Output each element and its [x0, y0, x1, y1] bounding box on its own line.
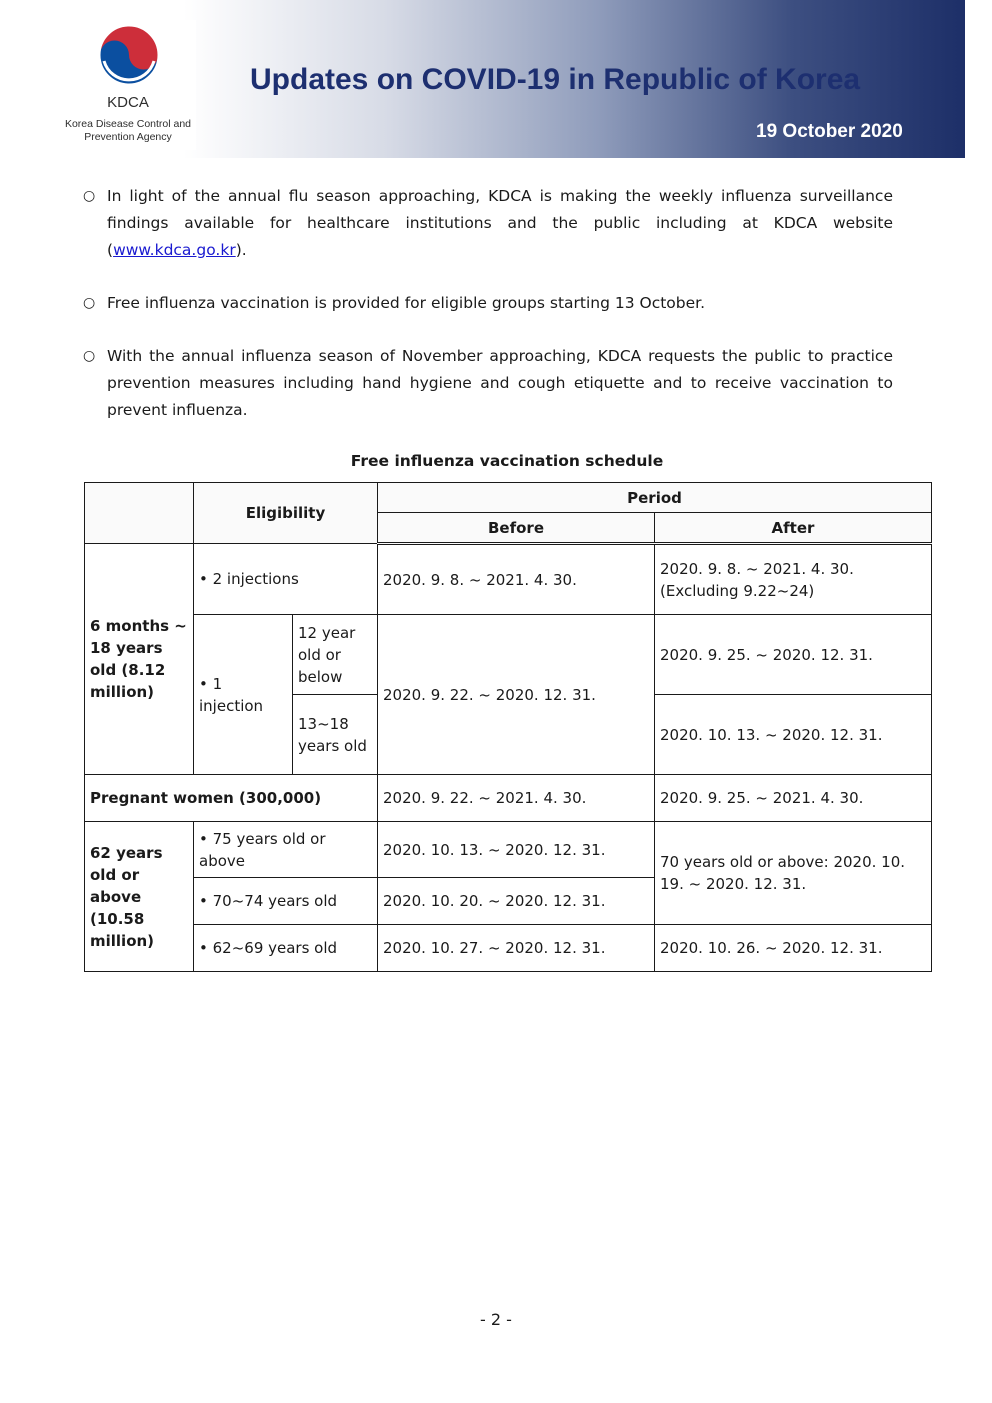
one-injection-before: 2020. 9. 22. ~ 2020. 12. 31.: [378, 615, 655, 775]
two-injections-after: 2020. 9. 8. ~ 2021. 4. 30. (Excluding 9.22~24): [655, 544, 932, 615]
pregnant-after: 2020. 9. 25. ~ 2021. 4. 30.: [655, 775, 932, 822]
bullet-text: [107, 183, 893, 264]
logo-subtitle-line1: Korea Disease Control and: [64, 118, 192, 130]
page-number: - 2 -: [480, 1310, 512, 1329]
header-period: Period: [378, 483, 932, 513]
age-70-74-before: 2020. 10. 20. ~ 2020. 12. 31.: [378, 878, 655, 925]
header-banner: [0, 0, 965, 158]
table-row: [85, 544, 932, 615]
age-13-18: 13~18 years old: [293, 695, 378, 775]
logo-subtitle: [60, 118, 196, 144]
age-70-plus-after: 70 years old or above: 2020. 10. 19. ~ 2020. 12. 31.: [655, 822, 932, 925]
header-cell-empty: [85, 483, 194, 544]
group-children: 6 months ~ 18 years old (8.12 million): [85, 544, 194, 775]
header-after: After: [655, 513, 932, 544]
bullet-text-part: In light of the annual flu season approaching, KDCA is making the weekly influenza surveillance findings available for healthcare institutions and the public including at KDCA website (: [107, 187, 893, 259]
header-eligibility: Eligibility: [194, 483, 378, 544]
vaccination-schedule-table: [84, 482, 932, 972]
age-75-before: 2020. 10. 13. ~ 2020. 12. 31.: [378, 822, 655, 878]
group-elderly: 62 years old or above (10.58 million): [85, 822, 194, 972]
after-12-below: 2020. 9. 25. ~ 2020. 12. 31.: [655, 615, 932, 695]
two-injections-before: 2020. 9. 8. ~ 2021. 4. 30.: [378, 544, 655, 615]
bullet-text: Free influenza vaccination is provided for eligible groups starting 13 October.: [107, 294, 706, 312]
bullet-text-part: ).: [235, 241, 247, 259]
header-before: Before: [378, 513, 655, 544]
report-date: 19 October 2020: [756, 121, 903, 142]
page-title: Updates on COVID-19 in Republic of Korea: [250, 63, 861, 96]
table-row: [85, 615, 932, 695]
circle-bullet-icon: ○: [83, 188, 96, 204]
table-row: [85, 775, 932, 822]
circle-bullet-icon: ○: [83, 295, 96, 311]
group-pregnant: Pregnant women (300,000): [85, 775, 378, 822]
table-row: [85, 925, 932, 972]
taegeuk-emblem-icon: [98, 24, 160, 86]
kdca-logo: [60, 20, 196, 150]
table-row: [85, 822, 932, 878]
pregnant-before: 2020. 9. 22. ~ 2021. 4. 30.: [378, 775, 655, 822]
kdca-website-link[interactable]: www.kdca.go.kr: [113, 241, 236, 259]
age-62-69-label: • 62~69 years old: [194, 925, 378, 972]
age-12-below: 12 year old or below: [293, 615, 378, 695]
after-13-18: 2020. 10. 13. ~ 2020. 12. 31.: [655, 695, 932, 775]
age-62-69-after: 2020. 10. 26. ~ 2020. 12. 31.: [655, 925, 932, 972]
age-70-74-label: • 70~74 years old: [194, 878, 378, 925]
table-title: Free influenza vaccination schedule: [350, 452, 664, 470]
age-75-label: • 75 years old or above: [194, 822, 378, 878]
bullet-item-surveillance: [83, 183, 893, 264]
bullet-text: With the annual influenza season of November approaching, KDCA requests the public to practice prevention measures including hand hygiene and cough etiquette and to receive vaccination to prevent influenza.: [107, 347, 893, 419]
one-injection-label: • 1 injection: [194, 615, 293, 775]
bullet-item-prevention: [83, 343, 893, 424]
circle-bullet-icon: ○: [83, 348, 96, 364]
age-62-69-before: 2020. 10. 27. ~ 2020. 12. 31.: [378, 925, 655, 972]
bullet-item-free-vaccination: [83, 290, 893, 317]
table-header-row: [85, 483, 932, 513]
logo-subtitle-line2: Prevention Agency: [84, 131, 172, 143]
logo-name: KDCA: [107, 94, 149, 111]
two-injections-label: • 2 injections: [194, 544, 378, 615]
